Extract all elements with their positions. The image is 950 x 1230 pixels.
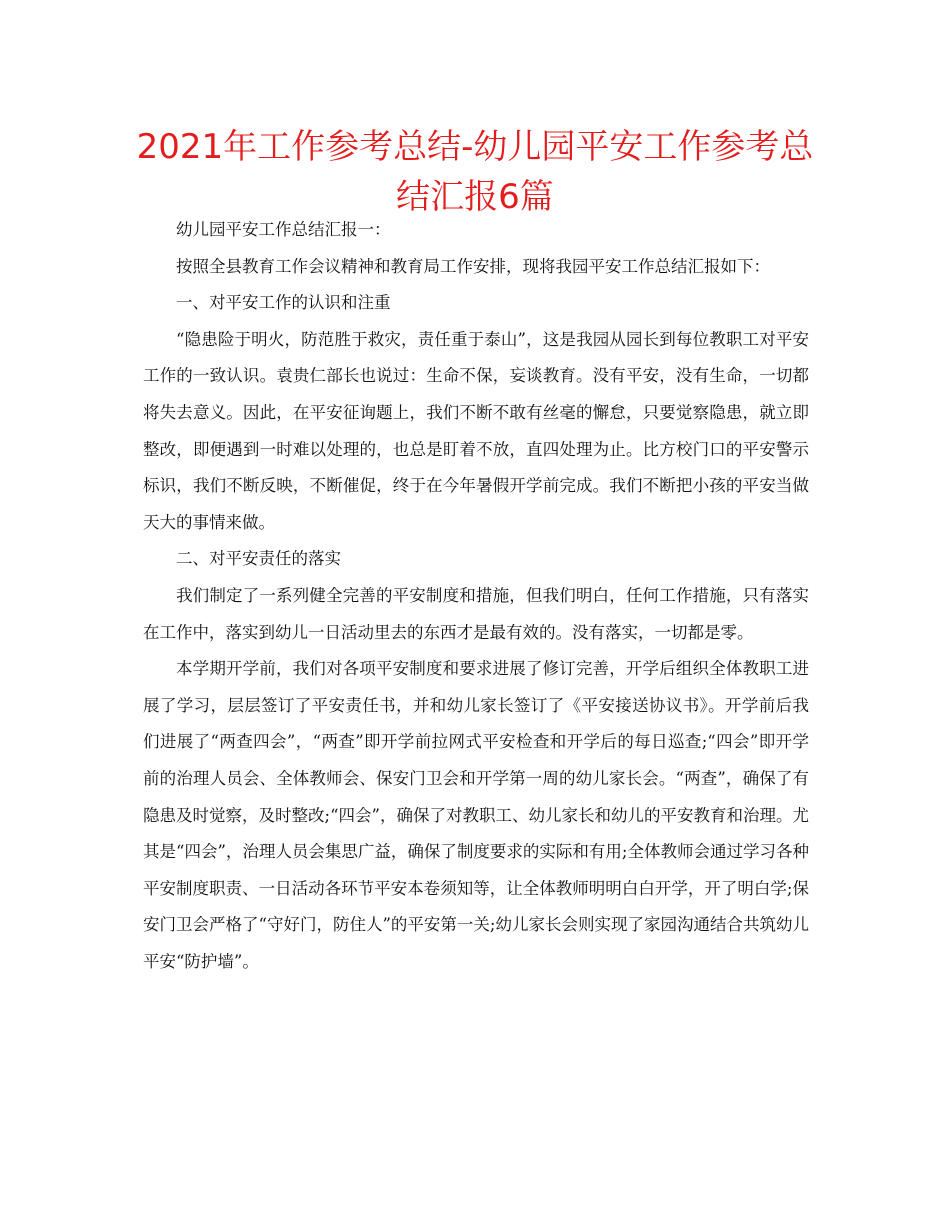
section-heading-2: 二、对平安责任的落实 (176, 549, 341, 569)
paragraph-opening: 按照全县教育工作会议精神和教育局工作安排，现将我园平安工作总结汇报如下： (176, 256, 770, 276)
paragraph-section-2a: 我们制定了一系列健全完善的平安制度和措施，但我们明白，任何工作措施，只有落实在工作中，落实到幼儿一日活动里去的东西才是最有效的。没有落实，一切都是零。 (143, 585, 809, 642)
document-title: 2021年工作参考总结-幼儿园平安工作参考总结汇报6篇 (136, 127, 814, 217)
document-body (143, 212, 809, 980)
paragraph-intro: 幼儿园平安工作总结汇报一： (176, 220, 391, 239)
paragraph-section-1: “隐患险于明火，防范胜于救灾，责任重于泰山”，这是我园从园长到每位教职工对平安工作的一致认识。袁贵仁部长也说过：生命不保，妄谈教育。没有平安，没有生命，一切都将失去意义。因此，在平安征询题上，我们不断不敢有丝毫的懈怠，只要觉察隐患，就立即整改，即便遇到一时难以处理的，也总是盯着不放，直四处理为止。比方校门口的平安警示标识，我们不断反映，不断催促，终于在今年暑假开学前完成。我们不断把小孩的平安当做天大的事情来做。 (143, 329, 809, 532)
section-heading-1: 一、对平安工作的认识和注重 (176, 293, 391, 313)
paragraph-section-2b: 本学期开学前，我们对各项平安制度和要求进展了修订完善，开学后组织全体教职工进展了学习，层层签订了平安责任书，并和幼儿家长签订了《平安接送协议书》。开学前后我们进展了“两查四会”，“两查”即开学前拉网式平安检查和开学后的每日巡查;“四会”即开学前的治理人员会、全体教师会、保安门卫会和开学第一周的幼儿家长会。“两查”，确保了有隐患及时觉察，及时整改;“四会”，确保了对教职工、幼儿家长和幼儿的平安教育和治理。尤其是“四会”，治理人员会集思广益，确保了制度要求的实际和有用;全体教师会通过学习各种平安制度职责、一日活动各环节平安本卷须知等，让全体教师明明白白开学，开了明白学;保安门卫会严格了“守好门，防住人”的平安第一关;幼儿家长会则实现了家园沟通结合共筑幼儿平安“防护墙”。 (143, 659, 809, 971)
